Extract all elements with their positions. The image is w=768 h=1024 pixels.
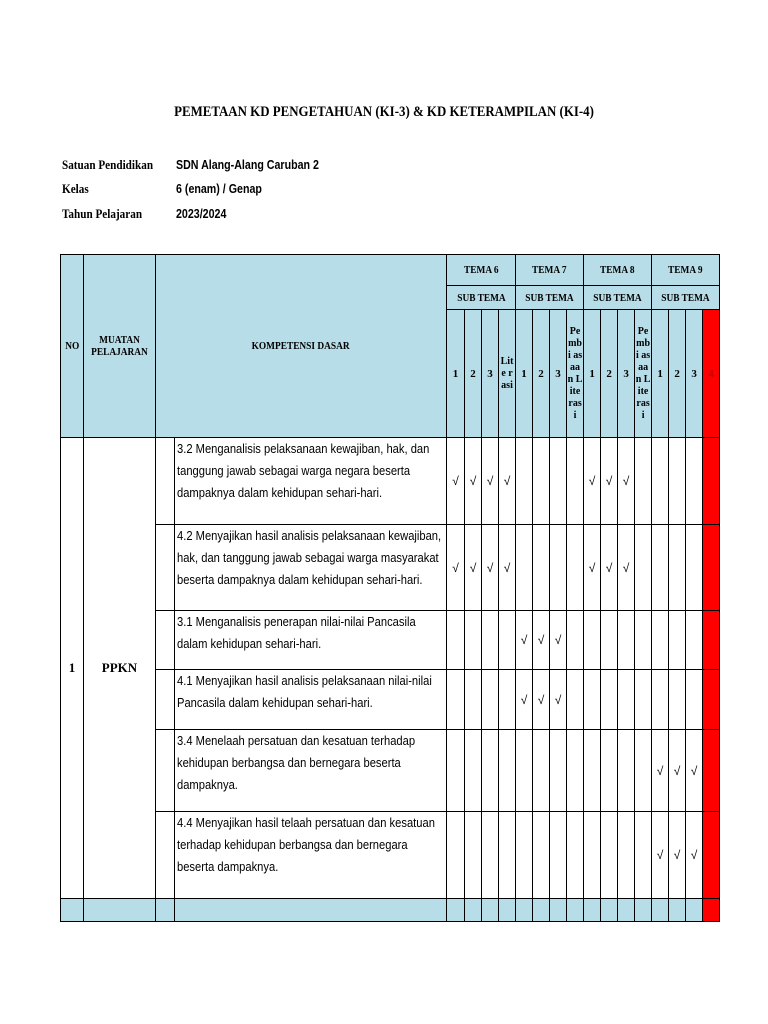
header-tema-6: TEMA 6 — [447, 255, 516, 286]
empty-cell — [669, 611, 686, 670]
empty-cell — [516, 812, 533, 899]
empty-cell — [447, 730, 465, 812]
footer-cell — [447, 899, 465, 922]
info-value: 2023/2024 — [176, 206, 227, 221]
empty-cell — [584, 670, 601, 730]
footer-cell — [601, 899, 618, 922]
subcol-header: 1 — [652, 310, 669, 438]
blank-cell — [156, 438, 175, 525]
empty-cell — [703, 611, 720, 670]
check-mark: √ — [601, 525, 618, 611]
check-mark: √ — [652, 812, 669, 899]
empty-cell — [669, 525, 686, 611]
check-mark: √ — [618, 525, 635, 611]
empty-cell — [499, 730, 516, 812]
table-row — [61, 611, 720, 670]
kd-text: 4.1 Menyajikan hasil analisis pelaksanaan nilai-nilai Pancasila dalam kehidupan sehari-hari. — [177, 673, 432, 710]
kd-cell — [175, 670, 447, 730]
footer-cell — [550, 899, 567, 922]
empty-cell — [567, 812, 584, 899]
empty-cell — [550, 812, 567, 899]
header-subtema: SUB TEMA — [516, 286, 584, 310]
empty-cell — [652, 670, 669, 730]
footer-cell — [686, 899, 703, 922]
check-mark: √ — [516, 611, 533, 670]
blank-cell — [156, 525, 175, 611]
subcol-header: 1 — [584, 310, 601, 438]
empty-cell — [618, 611, 635, 670]
empty-cell — [567, 611, 584, 670]
table-row — [61, 438, 720, 525]
empty-cell — [686, 611, 703, 670]
subcol-header: 3 — [686, 310, 703, 438]
footer-cell — [635, 899, 652, 922]
kd-cell — [175, 611, 447, 670]
kd-cell — [175, 812, 447, 899]
info-label: Kelas — [62, 181, 89, 196]
empty-cell — [567, 525, 584, 611]
subcol-header: 1 — [447, 310, 465, 438]
empty-cell — [635, 670, 652, 730]
kd-text: 4.4 Menyajikan hasil telaah persatuan dan kesatuan terhadap kehidupan berbangsa dan bernegara beserta dampaknya. — [177, 815, 435, 874]
footer-cell — [175, 899, 447, 922]
kd-text: 3.4 Menelaah persatuan dan kesatuan terhadap kehidupan berbangsa dan bernegara beserta dampaknya. — [177, 733, 416, 792]
table-row — [61, 670, 720, 730]
subcol-header: 2 — [669, 310, 686, 438]
empty-cell — [482, 812, 499, 899]
check-mark: √ — [669, 730, 686, 812]
subcol-header: Lite rasi — [499, 310, 516, 438]
page-title: PEMETAAN KD PENGETAHUAN (KI-3) & KD KETERAMPILAN (KI-4) — [174, 104, 594, 120]
empty-cell — [516, 730, 533, 812]
blank-cell — [156, 611, 175, 670]
empty-cell — [550, 730, 567, 812]
empty-cell — [550, 525, 567, 611]
subcol-header: 3 — [550, 310, 567, 438]
empty-cell — [499, 611, 516, 670]
subcol-header: 2 — [465, 310, 482, 438]
empty-cell — [447, 670, 465, 730]
footer-cell — [465, 899, 482, 922]
check-mark: √ — [584, 438, 601, 525]
empty-cell — [652, 525, 669, 611]
empty-cell — [533, 438, 550, 525]
check-mark: √ — [584, 525, 601, 611]
empty-cell — [567, 438, 584, 525]
check-mark: √ — [447, 438, 465, 525]
empty-cell — [635, 525, 652, 611]
empty-cell — [584, 730, 601, 812]
empty-cell — [669, 670, 686, 730]
check-mark: √ — [447, 525, 465, 611]
empty-cell — [635, 611, 652, 670]
empty-cell — [686, 525, 703, 611]
header-no: NO — [61, 255, 84, 438]
info-label: Satuan Pendidikan — [62, 157, 154, 172]
footer-cell — [618, 899, 635, 922]
footer-cell — [703, 899, 720, 922]
empty-cell — [584, 611, 601, 670]
header-tema-8: TEMA 8 — [584, 255, 652, 286]
kd-cell — [175, 438, 447, 525]
empty-cell — [618, 812, 635, 899]
check-mark: √ — [465, 525, 482, 611]
kd-cell — [175, 730, 447, 812]
check-mark: √ — [652, 730, 669, 812]
header-subtema: SUB TEMA — [584, 286, 652, 310]
check-mark: √ — [618, 438, 635, 525]
mapping-table — [60, 254, 720, 922]
empty-cell — [703, 438, 720, 525]
empty-cell — [669, 438, 686, 525]
kd-text: 3.2 Menganalisis pelaksanaan kewajiban, hak, dan tanggung jawab sebagai warga negara beserta dampaknya dalam kehidupan sehari-hari. — [177, 441, 430, 500]
check-mark: √ — [499, 438, 516, 525]
empty-cell — [533, 730, 550, 812]
empty-cell — [499, 670, 516, 730]
empty-cell — [601, 611, 618, 670]
subcol-header: 4 — [703, 310, 720, 438]
empty-cell — [533, 812, 550, 899]
footer-cell — [516, 899, 533, 922]
check-mark: √ — [516, 670, 533, 730]
check-mark: √ — [550, 670, 567, 730]
kd-text: 3.1 Menganalisis penerapan nilai-nilai Pancasila dalam kehidupan sehari-hari. — [177, 614, 416, 651]
empty-cell — [703, 812, 720, 899]
empty-cell — [465, 730, 482, 812]
footer-cell — [533, 899, 550, 922]
check-mark: √ — [669, 812, 686, 899]
empty-cell — [703, 730, 720, 812]
empty-cell — [482, 670, 499, 730]
subcol-header: 2 — [601, 310, 618, 438]
blank-cell — [156, 812, 175, 899]
check-mark: √ — [686, 730, 703, 812]
empty-cell — [482, 611, 499, 670]
empty-cell — [447, 611, 465, 670]
empty-cell — [703, 670, 720, 730]
empty-cell — [618, 670, 635, 730]
empty-cell — [516, 525, 533, 611]
empty-cell — [635, 730, 652, 812]
empty-cell — [465, 670, 482, 730]
table-row — [61, 525, 720, 611]
kd-text: 4.2 Menyajikan hasil analisis pelaksanaan kewajiban, hak, dan tanggung jawab sebagai warga masyarakat beserta dampaknya dalam kehidupan sehari-hari. — [177, 528, 442, 587]
subcol-header: Pe mbi asaa n Lite rasi — [567, 310, 584, 438]
info-label: Tahun Pelajaran — [62, 206, 143, 221]
header-muatan: MUATAN PELAJARAN — [84, 255, 156, 438]
subcol-header: 3 — [618, 310, 635, 438]
info-value: 6 (enam) / Genap — [176, 181, 262, 196]
empty-cell — [567, 730, 584, 812]
footer-cell — [669, 899, 686, 922]
empty-cell — [465, 812, 482, 899]
empty-cell — [601, 730, 618, 812]
footer-cell — [584, 899, 601, 922]
footer-cell — [84, 899, 156, 922]
header-kd: KOMPETENSI DASAR — [156, 255, 447, 438]
footer-cell — [499, 899, 516, 922]
check-mark: √ — [686, 812, 703, 899]
info-value: SDN Alang-Alang Caruban 2 — [176, 157, 319, 172]
empty-cell — [635, 438, 652, 525]
empty-cell — [686, 438, 703, 525]
check-mark: √ — [550, 611, 567, 670]
subject-name: PPKN — [84, 438, 156, 899]
check-mark: √ — [465, 438, 482, 525]
subcol-header: Pe mbi asaa n Lite rasi — [635, 310, 652, 438]
empty-cell — [652, 611, 669, 670]
table-row — [61, 730, 720, 812]
empty-cell — [482, 730, 499, 812]
check-mark: √ — [482, 438, 499, 525]
empty-cell — [635, 812, 652, 899]
blank-cell — [156, 670, 175, 730]
empty-cell — [686, 670, 703, 730]
empty-cell — [550, 438, 567, 525]
check-mark: √ — [499, 525, 516, 611]
empty-cell — [516, 438, 533, 525]
empty-cell — [601, 812, 618, 899]
row-number: 1 — [61, 438, 84, 899]
check-mark: √ — [601, 438, 618, 525]
empty-cell — [618, 730, 635, 812]
empty-cell — [601, 670, 618, 730]
header-tema-9: TEMA 9 — [652, 255, 720, 286]
check-mark: √ — [533, 670, 550, 730]
check-mark: √ — [533, 611, 550, 670]
table-row — [61, 812, 720, 899]
header-subtema: SUB TEMA — [652, 286, 720, 310]
footer-cell — [652, 899, 669, 922]
empty-cell — [447, 812, 465, 899]
empty-cell — [533, 525, 550, 611]
subcol-header: 2 — [533, 310, 550, 438]
check-mark: √ — [482, 525, 499, 611]
empty-cell — [499, 812, 516, 899]
header-subtema: SUB TEMA — [447, 286, 516, 310]
footer-cell — [482, 899, 499, 922]
footer-cell — [567, 899, 584, 922]
footer-cell — [61, 899, 84, 922]
empty-cell — [567, 670, 584, 730]
footer-cell — [156, 899, 175, 922]
empty-cell — [465, 611, 482, 670]
header-tema-7: TEMA 7 — [516, 255, 584, 286]
blank-cell — [156, 730, 175, 812]
kd-cell — [175, 525, 447, 611]
empty-cell — [584, 812, 601, 899]
subcol-header: 1 — [516, 310, 533, 438]
subcol-header: 3 — [482, 310, 499, 438]
footer-row — [61, 899, 720, 922]
empty-cell — [703, 525, 720, 611]
empty-cell — [652, 438, 669, 525]
